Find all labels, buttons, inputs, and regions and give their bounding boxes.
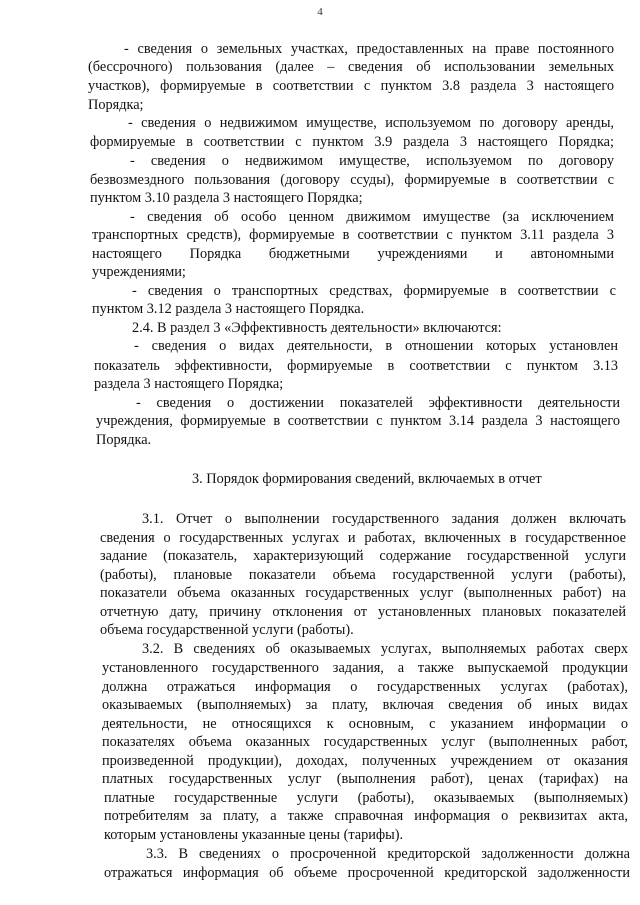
text-line: оказываемых (выполняемых) за плату, включая сведения об иных видах xyxy=(102,697,628,713)
text-line: которым установлены указанные цены (тарифы). xyxy=(104,827,404,843)
text-line: задание (показатель, характеризующий содержание государственной услуги xyxy=(100,548,626,564)
text-line: раздела 3 настоящего Порядка; xyxy=(94,376,284,392)
text-line: объема государственной услуги (работы). xyxy=(100,622,354,638)
text-line: показатель эффективности, формируемые в соответствии с пунктом 3.13 xyxy=(94,358,618,374)
text-line: сведения о государственных услугах и работах, включенных в государственное xyxy=(100,530,626,546)
text-line: - сведения о достижении показателей эффективности деятельности xyxy=(136,395,620,411)
text-line: деятельности, не относящихся к основным, с указанием информации о xyxy=(102,716,628,732)
text-line: показателях объема оказанных государственных услуг (выполненных работ, xyxy=(102,734,628,750)
text-line: формируемые в соответствии с пунктом 3.9 раздела 3 настоящего Порядка; xyxy=(90,134,614,150)
text-line: установленного государственного задания, а также выпускаемой продукции xyxy=(102,660,628,676)
text-line: - сведения о транспортных средствах, формируемые в соответствии с xyxy=(132,283,616,299)
text-line: произведенной продукции), доходах, полученных учреждением от оказания xyxy=(102,753,628,769)
section-heading: 3. Порядок формирования сведений, включаемых в отчет xyxy=(192,471,542,487)
text-line: - сведения о недвижимом имуществе, используемом по договору xyxy=(130,153,614,169)
text-line: 3.3. В сведениях о просроченной кредиторской задолженности должна xyxy=(146,846,630,862)
text-line: безвозмездного пользования (договору ссуды), формируемые в соответствии с xyxy=(90,172,614,188)
text-line: платных государственных услуг (выполнения работ), ценах (тарифах) на xyxy=(102,771,628,787)
text-line: платные государственные услуги (работы), оказываемых (выполняемых) xyxy=(104,790,628,806)
text-line: настоящего Порядка бюджетными учреждениями и автономными xyxy=(92,246,614,262)
text-line: - сведения о видах деятельности, в отношении которых установлен xyxy=(134,338,618,354)
text-line: транспортных средств), формируемые в соответствии с пунктом 3.11 раздела 3 xyxy=(92,227,614,243)
text-line: пунктом 3.12 раздела 3 настоящего Порядка. xyxy=(92,301,365,317)
text-line: отчетную дату, причину отклонения от установленных плановых показателей xyxy=(100,604,626,620)
text-line: учреждениями; xyxy=(92,264,186,280)
page-number: 4 xyxy=(317,6,323,18)
text-line: учреждения, формируемые в соответствии с пунктом 3.14 раздела 3 настоящего xyxy=(96,413,620,429)
text-line: отражаться информация об объеме просроченной кредиторской задолженности xyxy=(104,865,630,881)
text-line: пунктом 3.10 раздела 3 настоящего Порядка; xyxy=(90,190,363,206)
text-line: участков), формируемые в соответствии с пунктом 3.8 раздела 3 настоящего xyxy=(88,78,614,94)
text-line: (бессрочного) пользования (далее – сведения об использовании земельных xyxy=(88,59,614,75)
text-line: показатели объема оказанных государственных услуг (выполненных работ) на xyxy=(100,585,626,601)
text-line: 2.4. В раздел 3 «Эффективность деятельности» включаются: xyxy=(132,320,502,336)
text-line: Порядка. xyxy=(96,432,152,448)
text-line: - сведения о земельных участках, предоставленных на праве постоянного xyxy=(124,41,614,57)
text-line: должна отражаться информация о государственных услугах (работах), xyxy=(102,679,628,695)
text-line: потребителям за плату, а также справочная информация о реквизитах акта, xyxy=(104,808,628,824)
text-line: 3.1. Отчет о выполнении государственного задания должен включать xyxy=(142,511,626,527)
text-line: Порядка; xyxy=(88,97,144,113)
text-line: - сведения о недвижимом имуществе, используемом по договору аренды, xyxy=(128,115,614,131)
text-line: 3.2. В сведениях об оказываемых услугах, выполняемых работах сверх xyxy=(142,641,628,657)
text-line: (работы), плановые показатели объема государственной услуги (работы), xyxy=(100,567,626,583)
text-line: - сведения об особо ценном движимом имуществе (за исключением xyxy=(130,209,614,225)
